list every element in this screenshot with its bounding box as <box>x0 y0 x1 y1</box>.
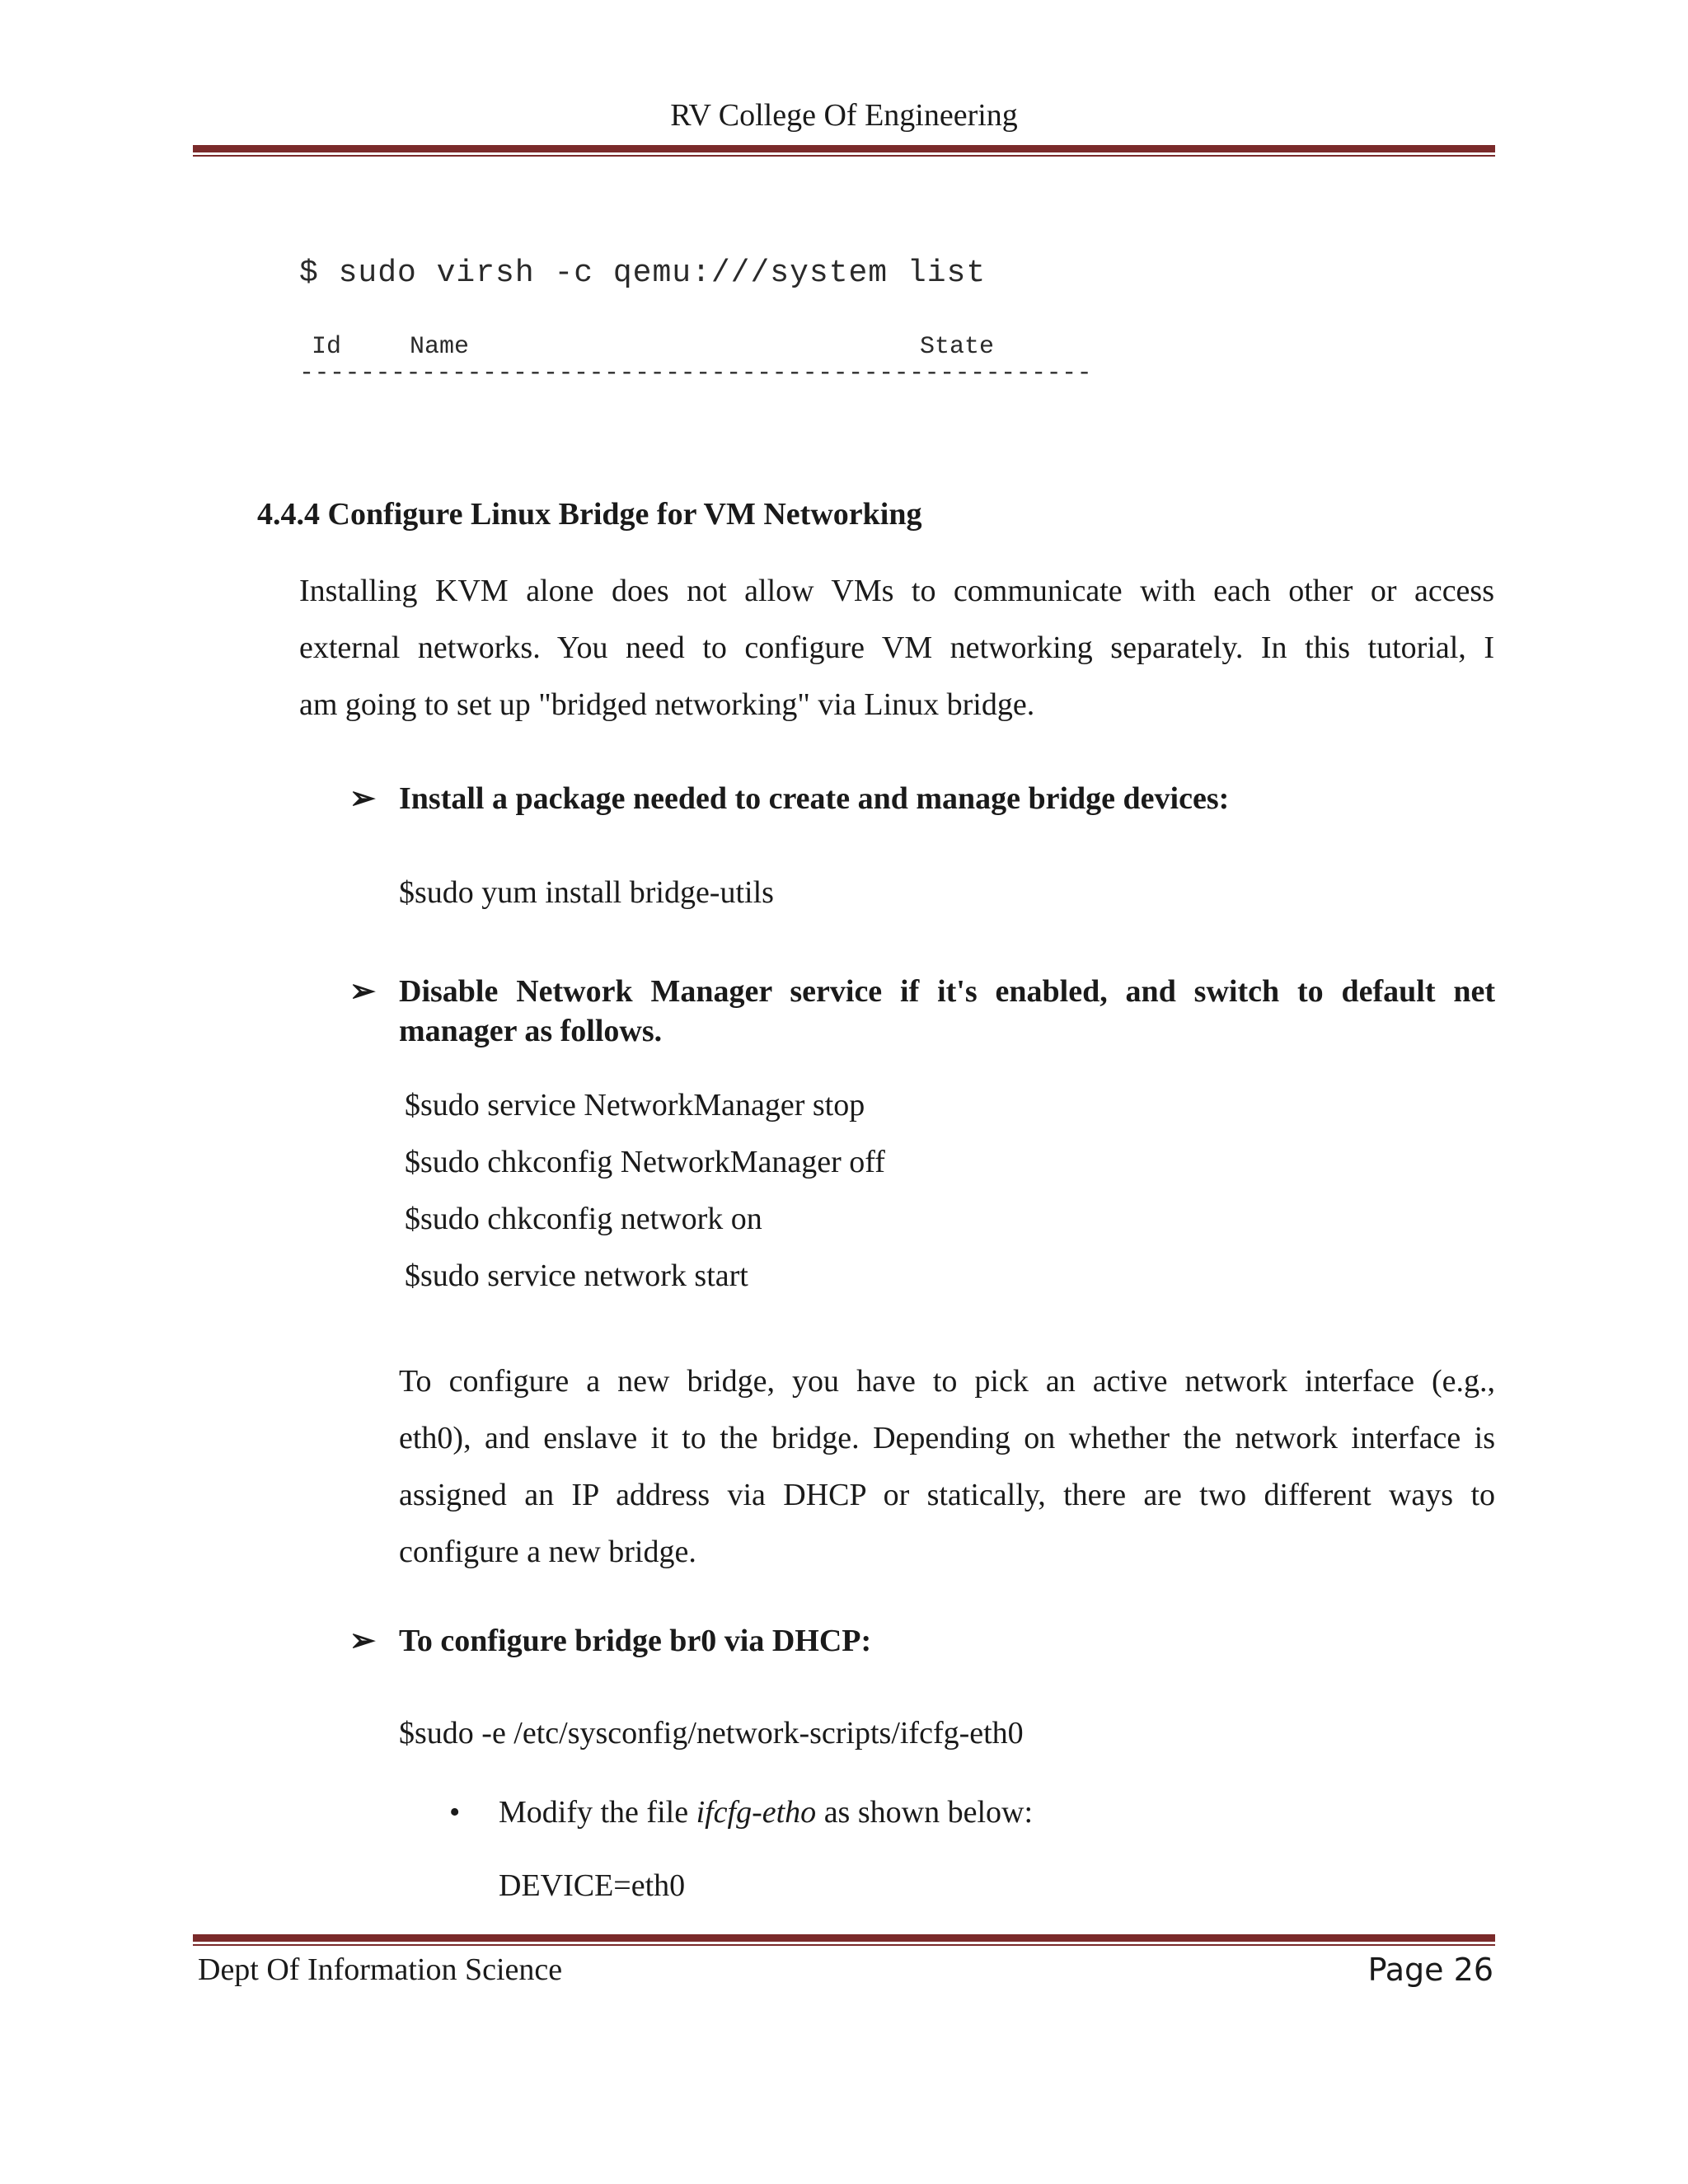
page-header-title: RV College Of Engineering <box>670 98 1018 133</box>
header-rule <box>193 145 1495 157</box>
arrow-bullet-icon: ➢ <box>349 1624 376 1658</box>
bullet-configure-dhcp <box>349 1621 1495 1661</box>
intro-line: am going to set up "bridged networking" via Linux bridge. <box>299 687 1035 722</box>
footer-dept: Dept Of Information Science <box>198 1952 563 1987</box>
intro-paragraph <box>299 563 1494 733</box>
bridge-line: To configure a new bridge, you have to pick an active network interface (e.g., <box>399 1364 1495 1399</box>
arrow-bullet-icon: ➢ <box>349 974 376 1009</box>
bridge-line: eth0), and enslave it to the bridge. Depending on whether the network interface is <box>399 1421 1495 1455</box>
bullet-install-package <box>349 779 1495 818</box>
bullet-text-line: manager as follows. <box>399 1014 663 1048</box>
virsh-command: $ sudo virsh -c qemu:///system list <box>299 255 987 291</box>
item-text: Modify the file <box>499 1795 696 1830</box>
bullet-text-line: Disable Network Manager service if it's enabled, and switch to default net <box>399 974 1495 1009</box>
arrow-bullet-icon: ➢ <box>349 781 376 816</box>
section-heading: 4.4.4 Configure Linux Bridge for VM Networking <box>257 497 922 532</box>
item-text: as shown below: <box>816 1795 1033 1830</box>
intro-line: Installing KVM alone does not allow VMs to communicate with each other or access <box>299 574 1494 608</box>
bullet-disable-network-manager <box>349 972 1495 1051</box>
command-line: $sudo service network start <box>405 1258 748 1293</box>
bridge-line: assigned an IP address via DHCP or statically, there are two different ways to <box>399 1478 1495 1512</box>
command-line: $sudo chkconfig network on <box>405 1202 762 1236</box>
bridge-line: configure a new bridge. <box>399 1535 696 1569</box>
command-install-bridge-utils: $sudo yum install bridge-utils <box>399 875 774 910</box>
bullet-text: Install a package needed to create and manage bridge devices: <box>399 781 1230 816</box>
table-separator: ---------------------------------------------------- <box>299 359 1093 387</box>
bullet-dot-icon: • <box>449 1795 461 1830</box>
bullet-text: To configure bridge br0 via DHCP: <box>399 1624 872 1658</box>
footer-page-number: Page 26 <box>1367 1952 1493 1988</box>
column-state: State <box>920 333 995 361</box>
column-name: Name <box>410 333 470 361</box>
config-line: DEVICE=eth0 <box>499 1868 686 1903</box>
command-edit-ifcfg: $sudo -e /etc/sysconfig/network-scripts/ifcfg-eth0 <box>399 1716 1024 1750</box>
list-item-modify-file <box>449 1794 1033 1830</box>
bridge-paragraph <box>399 1353 1495 1581</box>
column-id: Id <box>312 333 342 361</box>
footer-rule <box>193 1934 1495 1946</box>
command-line: $sudo chkconfig NetworkManager off <box>405 1145 885 1179</box>
intro-line: external networks. You need to configure VM networking separately. In this tutorial, I <box>299 630 1494 665</box>
command-line: $sudo service NetworkManager stop <box>405 1088 865 1122</box>
item-filename: ifcfg-etho <box>696 1795 817 1830</box>
